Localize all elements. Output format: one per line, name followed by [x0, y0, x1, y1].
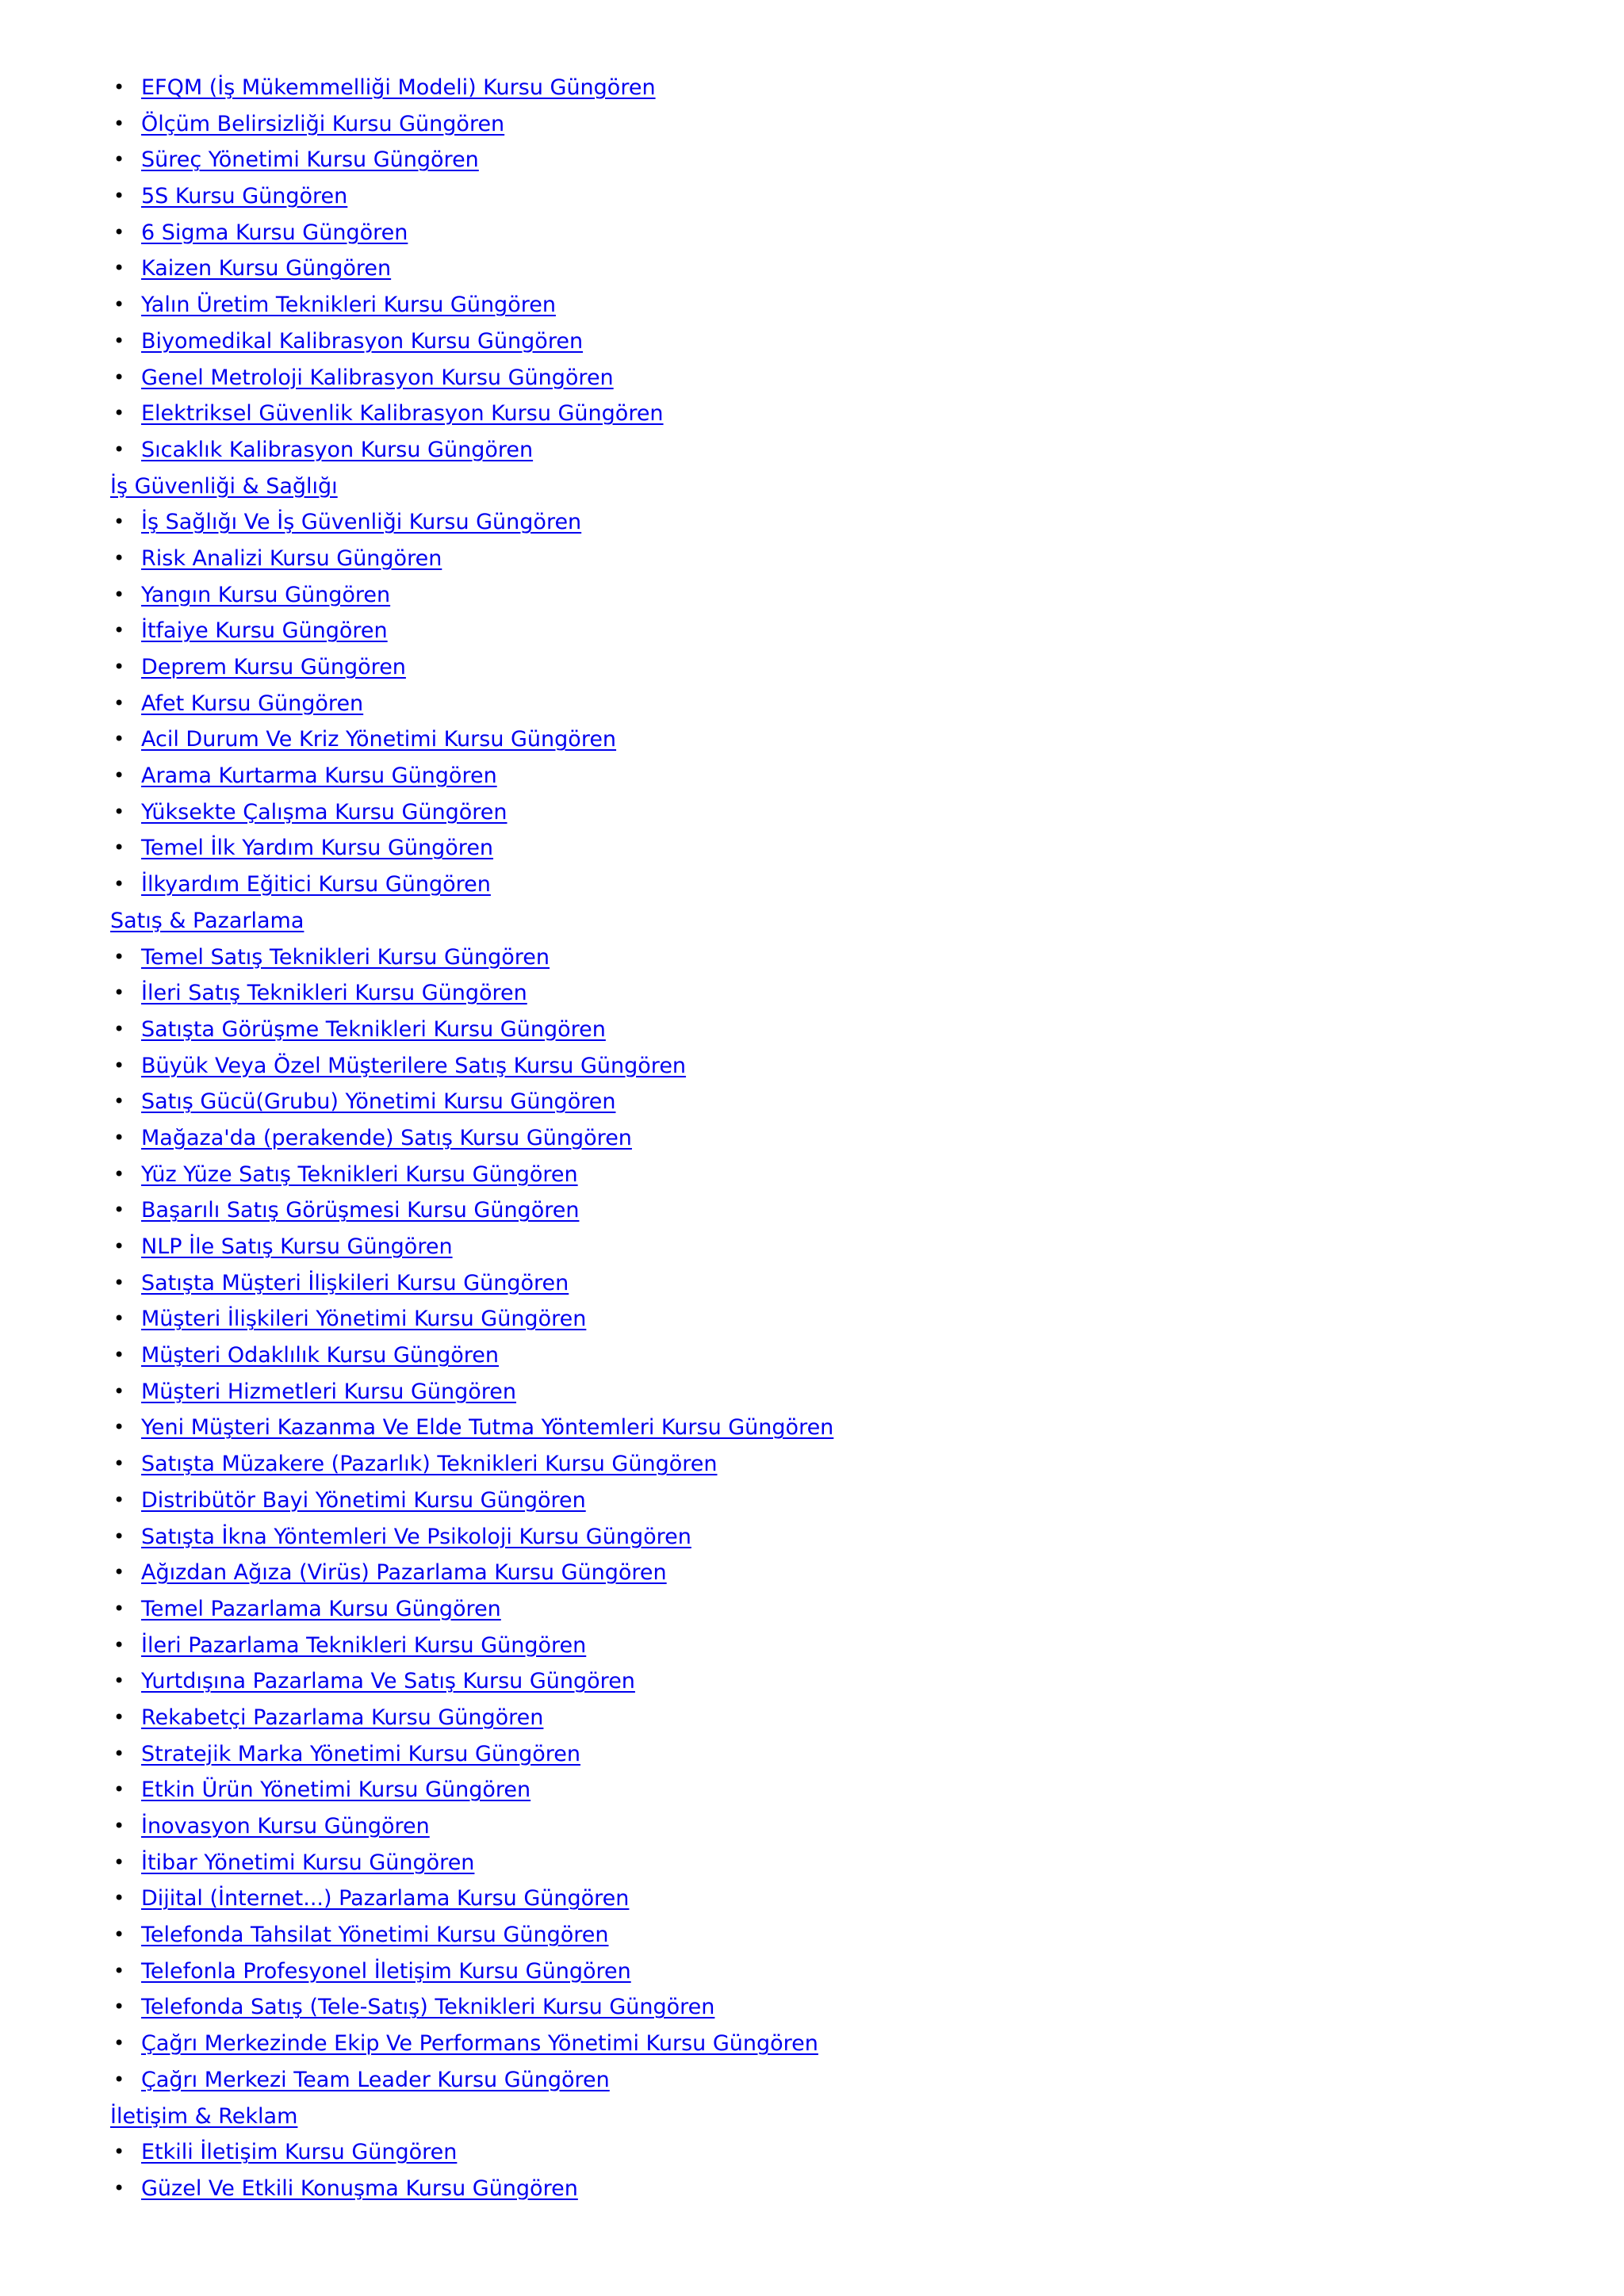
course-link[interactable]: Sıcaklık Kalibrasyon Kursu Güngören	[141, 437, 534, 462]
list-item	[110, 106, 1538, 143]
bullet-icon: •	[113, 1307, 125, 1330]
list-item	[110, 1591, 1538, 1628]
course-link[interactable]: Etkili İletişim Kursu Güngören	[141, 2140, 458, 2165]
bullet-icon: •	[113, 1778, 125, 1801]
course-link[interactable]: Stratejik Marka Yönetimi Kursu Güngören	[141, 1741, 581, 1766]
list-item	[110, 1301, 1538, 1337]
bullet-icon: •	[113, 1235, 125, 1257]
course-link[interactable]: Satışta Müzakere (Pazarlık) Teknikleri Kursu Güngören	[141, 1452, 718, 1477]
course-link[interactable]: Müşteri İlişkileri Yönetimi Kursu Güngören	[141, 1307, 587, 1332]
course-link[interactable]: Çağrı Merkezinde Ekip Ve Performans Yönetimi Kursu Güngören	[141, 2031, 818, 2057]
bullet-icon: •	[113, 148, 125, 171]
bullet-icon: •	[113, 1416, 125, 1439]
list-item	[110, 142, 1538, 178]
course-link[interactable]: EFQM (İş Mükemmelliği Modeli) Kursu Güngören	[141, 75, 656, 100]
bullet-icon: •	[113, 2068, 125, 2091]
list-item	[110, 1012, 1538, 1048]
category-link-communication[interactable]: İletişim & Reklam	[110, 2103, 298, 2129]
bullet-icon: •	[113, 1054, 125, 1077]
course-link[interactable]: Mağaza'da (perakende) Satış Kursu Güngören	[141, 1125, 632, 1150]
list-item	[110, 1048, 1538, 1085]
course-link[interactable]: Müşteri Hizmetleri Kursu Güngören	[141, 1379, 517, 1404]
category-link-safety[interactable]: İş Güvenliği & Sağlığı	[110, 473, 338, 499]
list-item	[110, 323, 1538, 360]
section-safety	[110, 469, 1538, 903]
list-item	[110, 178, 1538, 215]
course-link[interactable]: NLP İle Satış Kursu Güngören	[141, 1234, 453, 1259]
bullet-icon: •	[113, 1815, 125, 1837]
category-heading	[110, 2099, 1538, 2135]
list-item	[110, 1229, 1538, 1265]
bullet-icon: •	[113, 112, 125, 135]
list-item	[110, 251, 1538, 287]
list-item	[110, 975, 1538, 1012]
list-item	[110, 1410, 1538, 1446]
list-item	[110, 1555, 1538, 1591]
bullet-icon: •	[113, 2176, 125, 2199]
bullet-icon: •	[113, 1742, 125, 1765]
course-link[interactable]: Büyük Veya Özel Müşterilere Satış Kursu Güngören	[141, 1053, 687, 1078]
course-link[interactable]: Yangın Kursu Güngören	[141, 582, 391, 607]
list-item	[110, 287, 1538, 323]
bullet-icon: •	[113, 1452, 125, 1475]
bullet-icon: •	[113, 1705, 125, 1728]
course-link[interactable]: Elektriksel Güvenlik Kalibrasyon Kursu Güngören	[141, 401, 664, 427]
course-link[interactable]: İlkyardım Eğitici Kursu Güngören	[141, 872, 491, 897]
course-link[interactable]: Etkin Ürün Yönetimi Kursu Güngören	[141, 1777, 531, 1803]
course-link[interactable]: Çağrı Merkezi Team Leader Kursu Güngören	[141, 2067, 610, 2092]
bullet-icon: •	[113, 257, 125, 280]
list-item	[110, 1845, 1538, 1881]
list-item	[110, 1808, 1538, 1845]
bullet-icon: •	[113, 1887, 125, 1910]
course-link[interactable]: Güzel Ve Etkili Konuşma Kursu Güngören	[141, 2175, 578, 2201]
course-link[interactable]: Ağızdan Ağıza (Virüs) Pazarlama Kursu Güngören	[141, 1560, 667, 1586]
course-link[interactable]: Yalın Üretim Teknikleri Kursu Güngören	[141, 293, 556, 318]
bullet-icon: •	[113, 2141, 125, 2164]
bullet-icon: •	[113, 800, 125, 823]
list-item	[110, 794, 1538, 831]
course-link[interactable]: Temel Satış Teknikleri Kursu Güngören	[141, 944, 550, 970]
bullet-icon: •	[113, 329, 125, 352]
course-link[interactable]: Rekabetçi Pazarlama Kursu Güngören	[141, 1705, 544, 1730]
course-link[interactable]: İtibar Yönetimi Kursu Güngören	[141, 1850, 475, 1875]
bullet-icon: •	[113, 546, 125, 569]
course-link[interactable]: Deprem Kursu Güngören	[141, 655, 406, 679]
list-item	[110, 2134, 1538, 2171]
list-item	[110, 1881, 1538, 1917]
bullet-icon: •	[113, 1670, 125, 1693]
bullet-icon: •	[113, 1271, 125, 1294]
category-link-sales[interactable]: Satış & Pazarlama	[110, 908, 304, 933]
bullet-icon: •	[113, 365, 125, 388]
list-item	[110, 1736, 1538, 1773]
course-link[interactable]: İleri Pazarlama Teknikleri Kursu Güngören	[141, 1632, 587, 1658]
list-item	[110, 867, 1538, 903]
list-item	[110, 939, 1538, 976]
list-item	[110, 2062, 1538, 2099]
bullet-icon: •	[113, 438, 125, 461]
bullet-icon: •	[113, 656, 125, 678]
bullet-icon: •	[113, 76, 125, 98]
bullet-icon: •	[113, 982, 125, 1004]
list-item	[110, 360, 1538, 396]
course-link[interactable]: Satışta İkna Yöntemleri Ve Psikoloji Kursu Güngören	[141, 1524, 691, 1549]
course-link[interactable]: İnovasyon Kursu Güngören	[141, 1814, 430, 1839]
bullet-icon: •	[113, 1380, 125, 1402]
bullet-icon: •	[113, 185, 125, 208]
list-item	[110, 396, 1538, 432]
bullet-icon: •	[113, 1017, 125, 1040]
list-item	[110, 1954, 1538, 1990]
course-link[interactable]: Yüz Yüze Satış Teknikleri Kursu Güngören	[141, 1161, 578, 1187]
bullet-icon: •	[113, 619, 125, 642]
course-link[interactable]: Genel Metroloji Kalibrasyon Kursu Güngören	[141, 365, 614, 390]
bullet-icon: •	[113, 1959, 125, 1982]
bullet-icon: •	[113, 1090, 125, 1113]
list-item	[110, 1519, 1538, 1556]
bullet-icon: •	[113, 1996, 125, 2019]
course-link[interactable]: Temel İlk Yardım Kursu Güngören	[141, 836, 494, 861]
course-link[interactable]: Süreç Yönetimi Kursu Güngören	[141, 147, 479, 173]
list-item	[110, 613, 1538, 649]
course-link[interactable]: Telefonla Profesyonel İletişim Kursu Güngören	[141, 1958, 631, 1984]
bullet-icon: •	[113, 2032, 125, 2055]
category-heading	[110, 469, 1538, 505]
bullet-icon: •	[113, 1488, 125, 1511]
course-link[interactable]: Distribütör Bayi Yönetimi Kursu Güngören	[141, 1487, 586, 1513]
list-item	[110, 1192, 1538, 1229]
course-link[interactable]: Biyomedikal Kalibrasyon Kursu Güngören	[141, 328, 584, 354]
bullet-icon: •	[113, 1561, 125, 1584]
course-list	[110, 70, 1538, 2207]
bullet-icon: •	[113, 873, 125, 896]
course-link[interactable]: 6 Sigma Kursu Güngören	[141, 220, 408, 245]
list-item	[110, 1446, 1538, 1483]
bullet-icon: •	[113, 728, 125, 751]
list-item	[110, 577, 1538, 614]
list-item	[110, 1772, 1538, 1808]
course-link[interactable]: İleri Satış Teknikleri Kursu Güngören	[141, 981, 527, 1006]
bullet-icon: •	[113, 511, 125, 534]
course-link[interactable]: Yüksekte Çalışma Kursu Güngören	[141, 799, 508, 825]
bullet-icon: •	[113, 1126, 125, 1149]
bullet-icon: •	[113, 836, 125, 859]
bullet-icon: •	[113, 1597, 125, 1620]
category-heading	[110, 903, 1538, 939]
bullet-icon: •	[113, 1162, 125, 1185]
list-item	[110, 2171, 1538, 2207]
bullet-icon: •	[113, 293, 125, 316]
bullet-icon: •	[113, 1633, 125, 1656]
list-item	[110, 1700, 1538, 1736]
list-item	[110, 1989, 1538, 2026]
course-link[interactable]: Satış Gücü(Grubu) Yönetimi Kursu Güngören	[141, 1089, 616, 1115]
course-link[interactable]: İş Sağlığı Ve İş Güvenliği Kursu Güngören	[141, 510, 582, 535]
course-link[interactable]: Kaizen Kursu Güngören	[141, 256, 392, 281]
list-item	[110, 1628, 1538, 1664]
bullet-icon: •	[113, 691, 125, 714]
bullet-icon: •	[113, 1850, 125, 1873]
bullet-icon: •	[113, 220, 125, 243]
course-link[interactable]: Telefonda Satış (Tele-Satış) Teknikleri Kursu Güngören	[141, 1995, 715, 2020]
course-link[interactable]: Risk Analizi Kursu Güngören	[141, 545, 442, 571]
bullet-icon: •	[113, 1344, 125, 1367]
list-item	[110, 721, 1538, 758]
course-link[interactable]: Başarılı Satış Görüşmesi Kursu Güngören	[141, 1198, 580, 1223]
bullet-icon: •	[113, 1199, 125, 1222]
list-item	[110, 1483, 1538, 1519]
section-sales	[110, 903, 1538, 2099]
bullet-icon: •	[113, 764, 125, 787]
list-item	[110, 758, 1538, 794]
course-link[interactable]: Acil Durum Ve Kriz Yönetimi Kursu Güngören	[141, 727, 617, 752]
course-link[interactable]: İtfaiye Kursu Güngören	[141, 618, 388, 644]
course-link[interactable]: Temel Pazarlama Kursu Güngören	[141, 1596, 501, 1621]
course-link[interactable]: Arama Kurtarma Kursu Güngören	[141, 763, 497, 789]
course-link[interactable]: Afet Kursu Güngören	[141, 691, 364, 716]
bullet-icon: •	[113, 1923, 125, 1946]
list-item	[110, 830, 1538, 867]
course-link[interactable]: Ölçüm Belirsizliği Kursu Güngören	[141, 111, 505, 136]
course-link[interactable]: 5S Kursu Güngören	[141, 184, 348, 209]
list-item	[110, 70, 1538, 106]
list-item	[110, 1084, 1538, 1120]
course-link[interactable]: Satışta Müşteri İlişkileri Kursu Güngören	[141, 1270, 569, 1295]
list-item	[110, 215, 1538, 251]
list-item	[110, 686, 1538, 722]
list-item	[110, 1663, 1538, 1700]
list-item	[110, 1265, 1538, 1302]
section-quality	[110, 70, 1538, 469]
bullet-icon: •	[113, 583, 125, 606]
list-item	[110, 432, 1538, 469]
bullet-icon: •	[113, 402, 125, 425]
course-link[interactable]: Yeni Müşteri Kazanma Ve Elde Tutma Yöntemleri Kursu Güngören	[141, 1415, 834, 1441]
list-item	[110, 2026, 1538, 2062]
list-item	[110, 1157, 1538, 1193]
list-item	[110, 1120, 1538, 1157]
course-link[interactable]: Telefonda Tahsilat Yönetimi Kursu Güngören	[141, 1923, 609, 1948]
bullet-icon: •	[113, 945, 125, 968]
list-item	[110, 1374, 1538, 1410]
course-link[interactable]: Yurtdışına Pazarlama Ve Satış Kursu Güngören	[141, 1669, 635, 1694]
bullet-icon: •	[113, 1525, 125, 1548]
list-item	[110, 541, 1538, 577]
section-communication	[110, 2099, 1538, 2207]
course-link[interactable]: Satışta Görüşme Teknikleri Kursu Güngören	[141, 1016, 606, 1042]
list-item	[110, 649, 1538, 686]
list-item	[110, 504, 1538, 541]
course-link[interactable]: Müşteri Odaklılık Kursu Güngören	[141, 1343, 500, 1368]
list-item	[110, 1337, 1538, 1374]
list-item	[110, 1917, 1538, 1954]
course-link[interactable]: Dijital (İnternet...) Pazarlama Kursu Güngören	[141, 1886, 630, 1911]
